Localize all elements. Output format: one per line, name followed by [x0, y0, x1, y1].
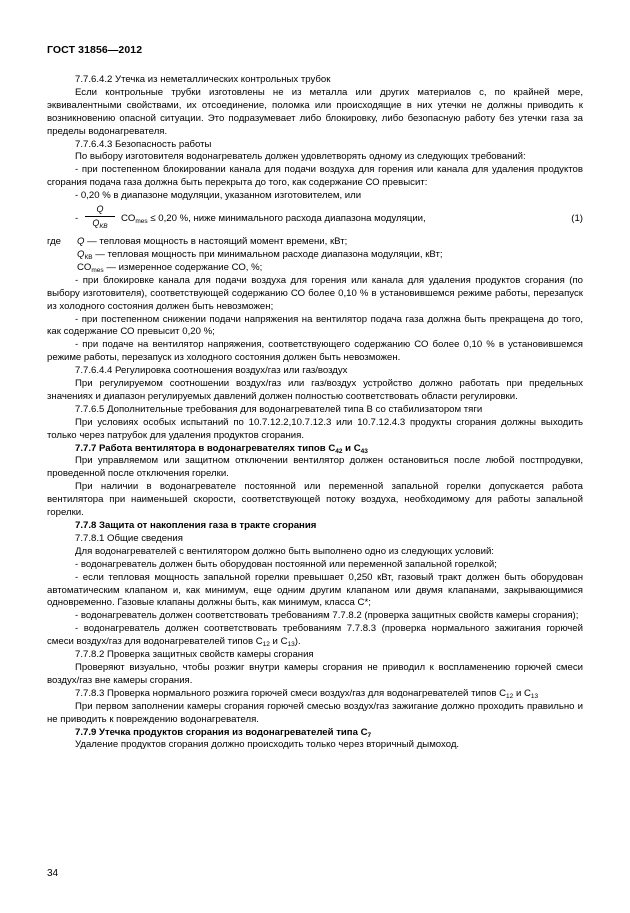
section-7-7-6-4-2-title: 7.7.6.4.2 Утечка из неметаллических контрольных трубок — [75, 74, 331, 85]
list-item: - водонагреватель должен соответствовать требованиям 7.7.8.2 (проверка защитных свойств камеры сгорания); — [75, 610, 579, 622]
where-line: Q — тепловая мощность в настоящий момент времени, кВт; — [77, 236, 348, 248]
section-7-7-6-4-3-title: 7.7.6.4.3 Безопасность работы — [75, 138, 212, 150]
list-item: - при блокировке канала для подачи воздуха для горения или канала для удаления продуктов сгорания (по выбору изготовителя), соответствующей содержанию СО более 0,10 % в установившемся режиме работы, перезапуск из холодного состояния должен быть невозможен; — [47, 274, 583, 312]
list-item: - водонагреватель должен соответствовать требованиям 7.7.8.3 (проверка нормального зажигания горючей смеси воздух/газ для водонагревателей типов $С_{12}$ и $С_{13}$). — [47, 623, 583, 649]
paragraph: При наличии в водонагревателе постоянной или переменной запальной горелки допускается работа вентилятора при наименьшей скорости, соответствующей потоку воздуха, необходимому для работы запальной горелки. — [47, 481, 583, 519]
paragraph: По выбору изготовителя водонагреватель должен удовлетворять одному из следующих требований: — [75, 151, 526, 163]
section-7-7-8-2-title: 7.7.8.2 Проверка защитных свойств камеры сгорания — [75, 649, 314, 661]
section-7-7-8-heading: 7.7.8 Защита от накопления газа в тракте сгорания — [75, 520, 317, 531]
section-7-7-7-heading: 7.7.7 Работа вентилятора в водонагревателях типов $С_{42}$ и $С_{43}$ — [75, 442, 368, 455]
where-block — [47, 236, 583, 275]
section-7-7-8-1-title: 7.7.8.1 Общие сведения — [75, 532, 183, 544]
formula-fraction — [85, 204, 115, 229]
formula-number: (1) — [571, 213, 583, 225]
where-line: $Q_{КВ}$ — тепловая мощность при минимальном расходе диапазона модуляции, кВт; — [77, 248, 443, 261]
list-item: - если тепловая мощность запальной горелки превышает 0,250 кВт, газовый тракт должен быть оборудован автоматическим клапаном и, как минимум, еще одним другим клапаном или двумя клапанами, закрывающимися одновременно. Газовые клапаны должны быть, как минимум, класса С*; — [47, 571, 583, 609]
where-line: $CO_{mes}$ — измеренное содержание СО, %; — [77, 261, 263, 274]
paragraph: При регулируемом соотношении воздух/газ или газ/воздух устройство должно работать при предельных значениях и диапазон регулируемых давлений должен полностью соответствовать области регулировки. — [47, 378, 583, 402]
page-number: 34 — [47, 868, 59, 879]
section-7-7-8-3-title: 7.7.8.3 Проверка нормального розжига горючей смеси воздух/газ для водонагревателей типов $С_{12}$ и $С_{13}$ — [75, 687, 539, 700]
list-item: - при подаче на вентилятор напряжения, соответствующего содержанию СО более 0,10 % в установившемся режиме работы, перезапуск из холодного состояния должен быть невозможен. — [47, 339, 583, 364]
paragraph: Для водонагревателей с вентилятором должно быть выполнено одно из следующих условий: — [75, 545, 494, 557]
standard-header: ГОСТ 31856—2012 — [47, 44, 143, 56]
section-7-7-6-5-title: 7.7.6.5 Дополнительные требования для водонагревателей типа В со стабилизатором тяги — [75, 403, 483, 415]
fraction-numerator: Q — [85, 204, 115, 217]
paragraph: При условиях особых испытаний по 10.7.12.2,10.7.12.3 или 10.7.12.4.3 продукты сгорания должны выходить только через патрубок для удаления продуктов сгорания. — [47, 416, 583, 441]
fraction-denominator: $Q_{КВ}$ — [92, 218, 108, 231]
paragraph: При управляемом или защитном отключении вентилятор должен остановиться после любой постпродувки, проведенной после отключения горелки. — [47, 455, 583, 480]
paragraph: Если контрольные трубки изготовлены не из металла или других материалов с, по крайней мере, эквивалентными свойствами, их отсоединение, поломка или происходящие в них утечки не должны приводить к возникновению опасной ситуации. Это подразумевает либо блокировку, либо безопасную работу без утечки газа за пределы водонагревателя. — [47, 86, 583, 137]
list-item: - водонагреватель должен быть оборудован постоянной или переменной запальной горелкой; — [75, 558, 497, 570]
paragraph: Проверяют визуально, чтобы розжиг внутри камеры сгорания не приводил к воспламенению горючей смеси воздух/газ вне камеры сгорания. — [47, 661, 583, 686]
paragraph: Удаление продуктов сгорания должно происходить только через вторичный дымоход. — [75, 739, 460, 751]
list-item: - при постепенном снижении подачи напряжения на вентилятор подача газа должна быть прекращена до того, как содержание СО превысит 0,20 %; — [47, 313, 583, 338]
formula-dash: - — [75, 213, 79, 225]
page-content — [47, 74, 583, 752]
section-7-7-6-4-4-title: 7.7.6.4.4 Регулировка соотношения воздух/газ или газ/воздух — [75, 365, 348, 377]
list-item: - при постепенном блокировании канала для подачи воздуха для горения или канала для удаления продуктов сгорания подача газа должна быть перекрыта до того, как содержание СО превысит: — [47, 164, 583, 189]
list-item: - 0,20 % в диапазоне модуляции, указанном изготовителем, или — [75, 190, 362, 202]
formula-1 — [47, 205, 583, 235]
section-7-7-9-heading: 7.7.9 Утечка продуктов сгорания из водонагревателей типа $С_7$ — [75, 726, 372, 739]
where-label: где — [47, 236, 62, 248]
formula-body: $CO_{mes} \le 0,20$ %, ниже минимального расхода диапазона модуляции, — [121, 213, 426, 226]
paragraph: При первом заполнении камеры сгорания горючей смесью воздух/газ зажигание должно проходить правильно и не приводить к повреждению водонагревателя. — [47, 700, 583, 725]
